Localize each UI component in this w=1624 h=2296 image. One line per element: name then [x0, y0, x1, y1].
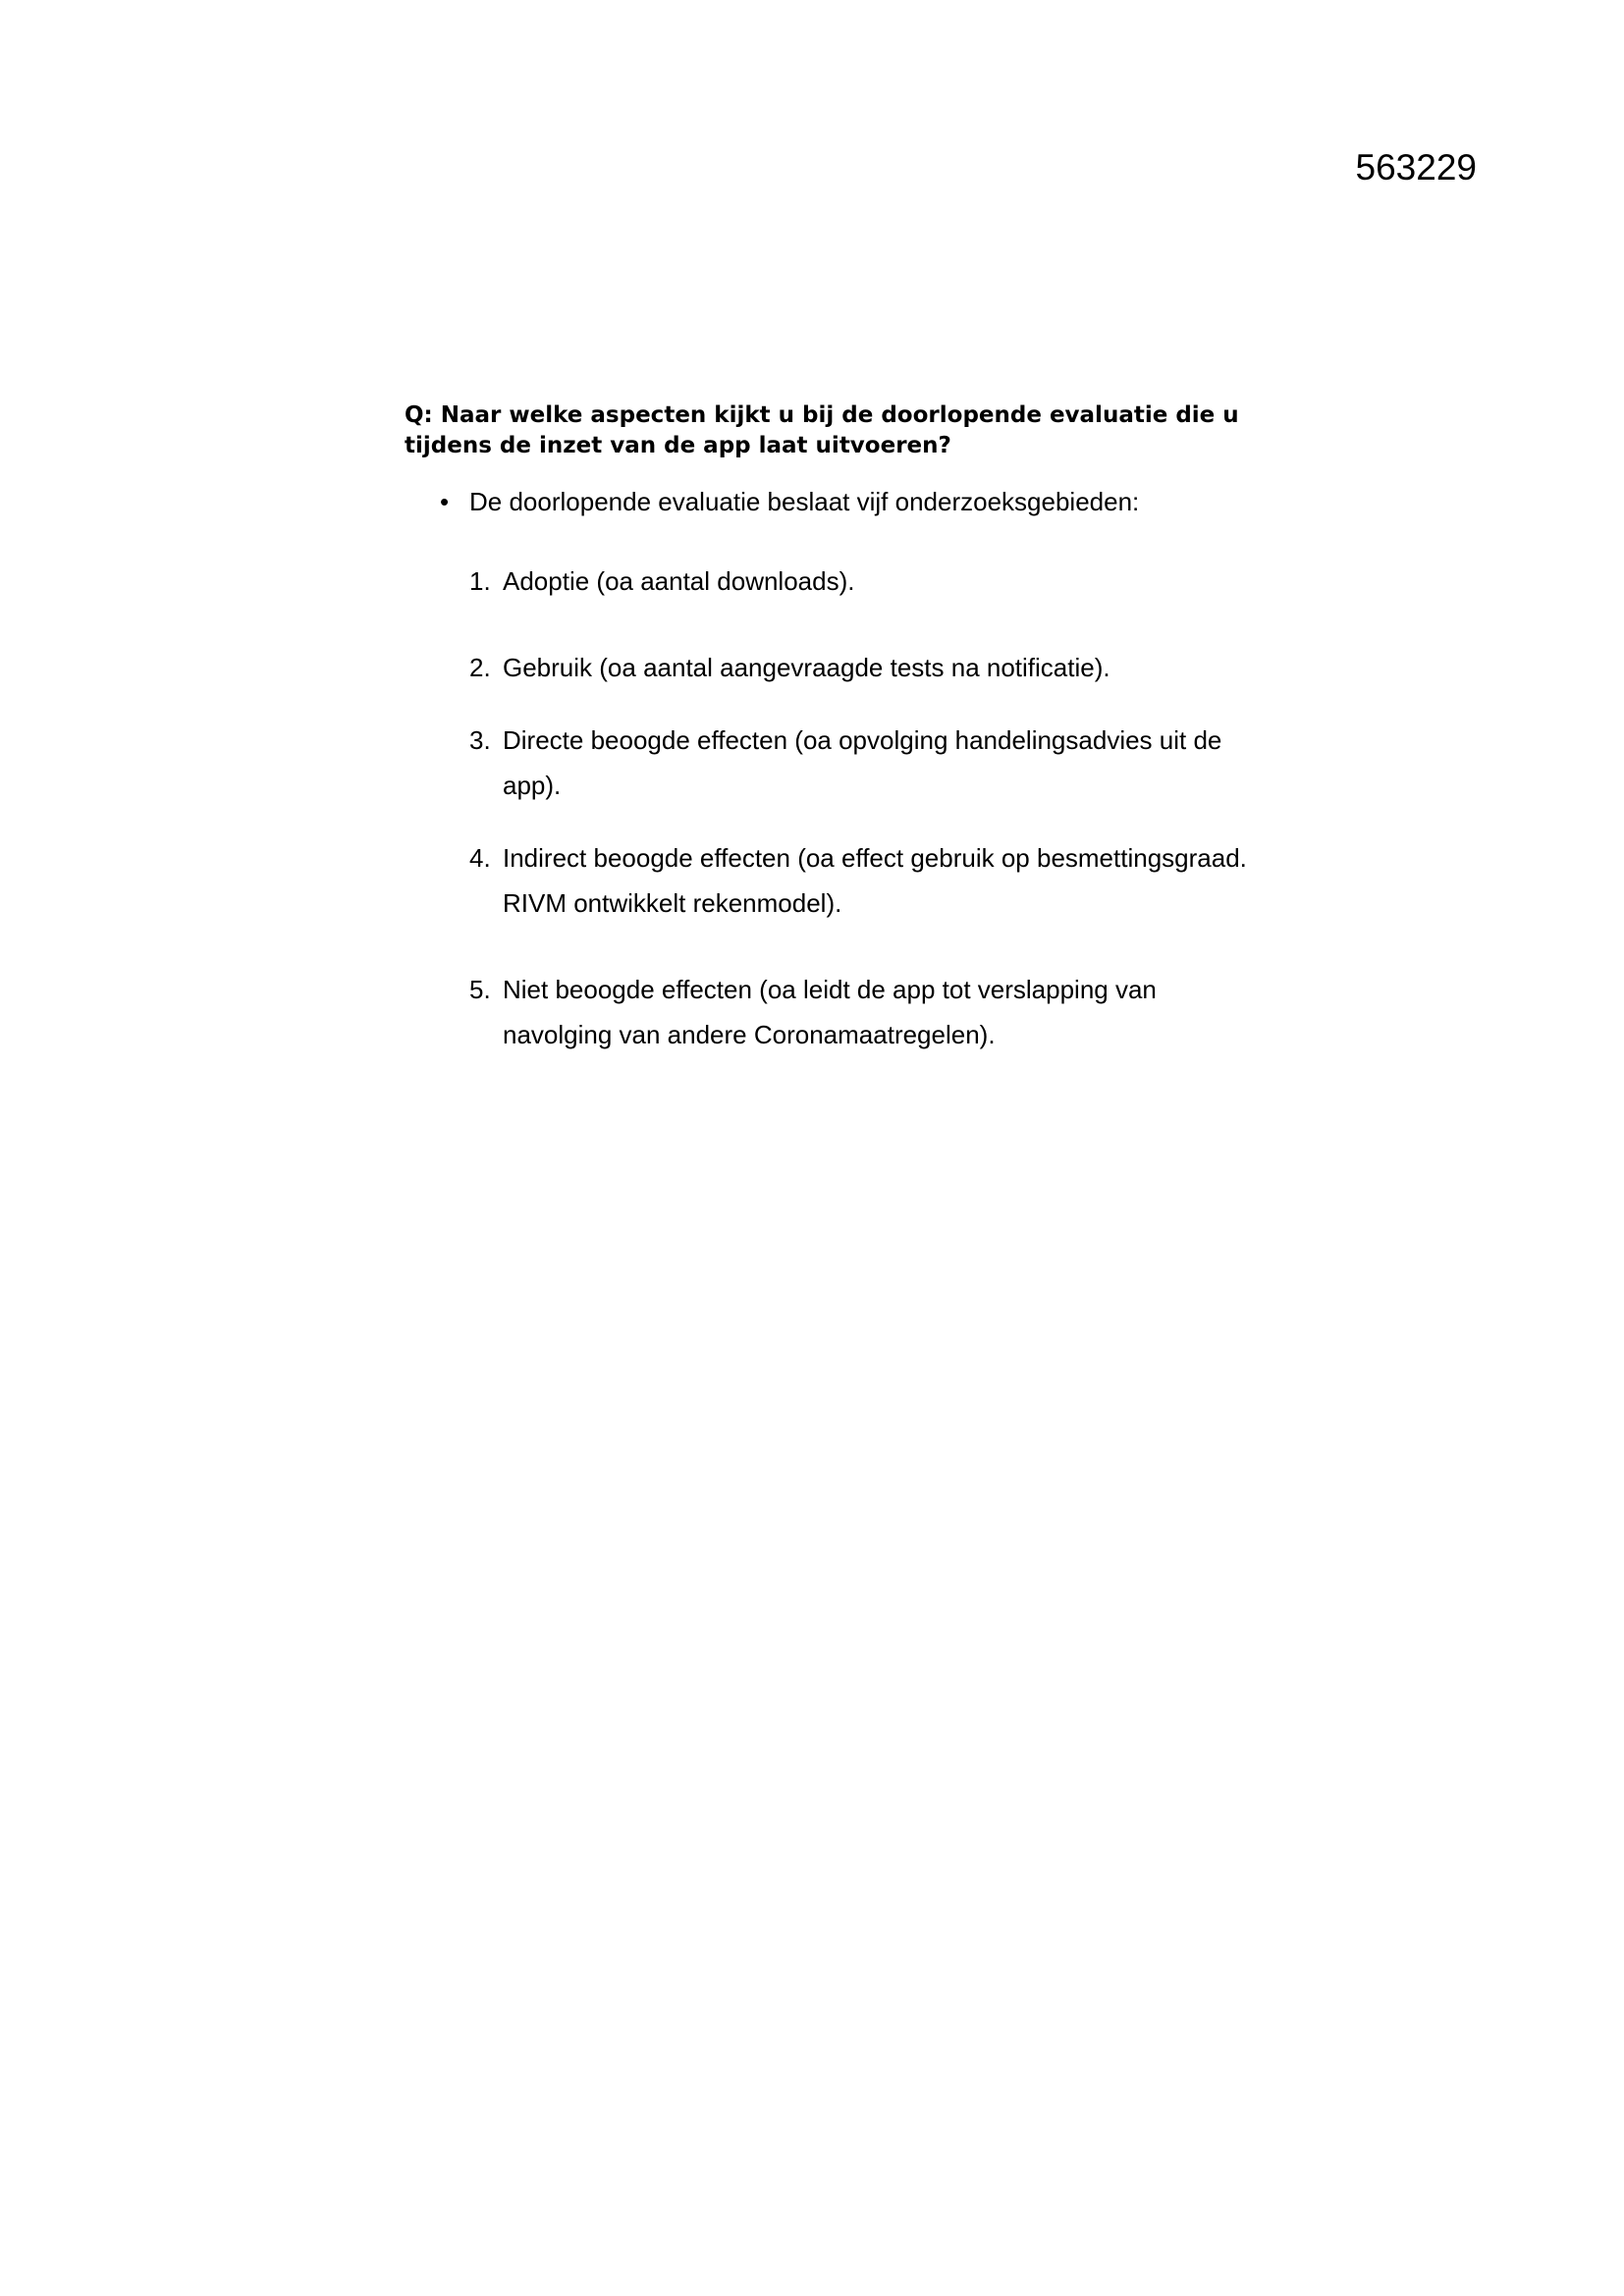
list-item-number: 4.	[469, 843, 491, 873]
numbered-list	[405, 559, 1249, 1057]
bullet-icon: •	[440, 487, 450, 516]
list-item	[405, 559, 1249, 604]
list-item-text: Gebruik (oa aantal aangevraagde tests na notificatie).	[503, 653, 1110, 682]
list-item-number: 1.	[469, 566, 491, 596]
list-item-text: Niet beoogde effecten (oa leidt de app tot verslapping van navolging van andere Coronamaatregelen).	[503, 975, 1157, 1049]
question-heading: Q: Naar welke aspecten kijkt u bij de doorlopende evaluatie die u tijdens de inzet van de app laat uitvoeren?	[405, 402, 1239, 458]
bullet-item	[405, 486, 1249, 517]
page-number: 563229	[1355, 147, 1477, 187]
list-item	[405, 835, 1249, 926]
list-item	[405, 718, 1249, 808]
list-item-text: Directe beoogde effecten (oa opvolging handelingsadvies uit de app).	[503, 725, 1222, 800]
list-item-number: 2.	[469, 653, 491, 682]
list-item-number: 5.	[469, 975, 491, 1004]
list-item	[405, 967, 1249, 1057]
list-item-number: 3.	[469, 725, 491, 755]
list-item	[405, 645, 1249, 690]
bullet-text: De doorlopende evaluatie beslaat vijf onderzoeksgebieden:	[469, 487, 1140, 516]
list-item-text: Indirect beoogde effecten (oa effect gebruik op besmettingsgraad. RIVM ontwikkelt rekenmodel).	[503, 843, 1247, 918]
list-item-text: Adoptie (oa aantal downloads).	[503, 566, 855, 596]
document-body	[405, 400, 1249, 1057]
